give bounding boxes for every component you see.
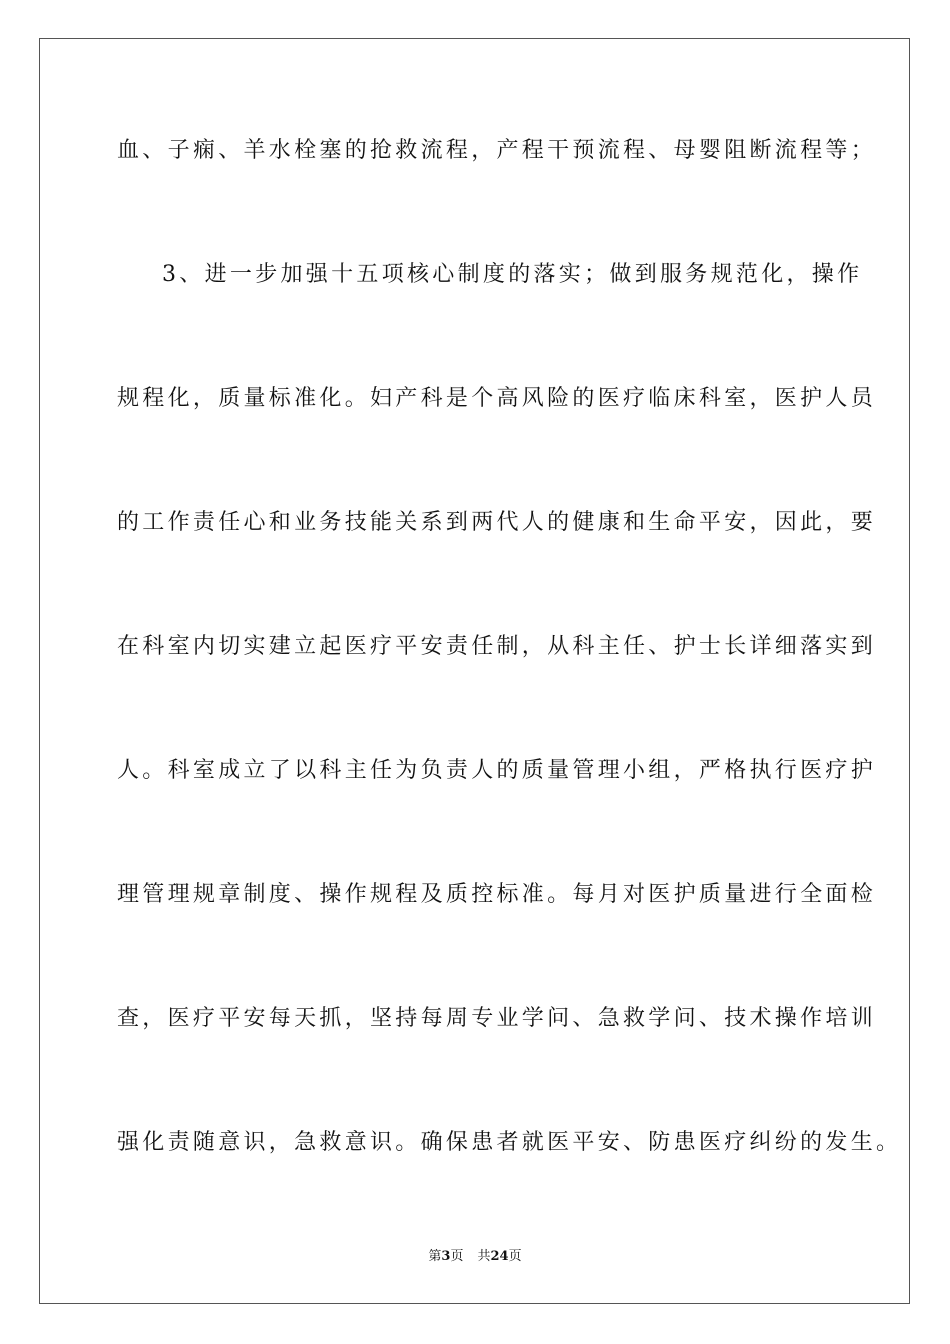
- page-footer: [0, 1248, 950, 1266]
- page-number: 3: [441, 1249, 451, 1264]
- body-line-7: 理管理规章制度、操作规程及质控标准。每月对医护质量进行全面检: [117, 882, 877, 907]
- page-prefix: 第: [428, 1249, 442, 1264]
- body-line-2: 3、进一步加强十五项核心制度的落实；做到服务规范化，操作: [162, 262, 863, 287]
- body-line-5: 在科室内切实建立起医疗平安责任制，从科主任、护士长详细落实到: [117, 634, 877, 659]
- total-prefix: 共: [477, 1249, 491, 1264]
- body-line-3: 规程化，质量标准化。妇产科是个高风险的医疗临床科室，医护人员: [117, 386, 877, 411]
- total-suffix: 页: [508, 1249, 522, 1264]
- body-line-6: 人。科室成立了以科主任为负责人的质量管理小组，严格执行医疗护: [117, 758, 877, 783]
- total-pages: 24: [490, 1249, 509, 1264]
- page-suffix: 页: [450, 1249, 464, 1264]
- body-line-9: 强化责随意识，急救意识。确保患者就医平安、防患医疗纠纷的发生。: [117, 1130, 902, 1155]
- body-line-4: 的工作责任心和业务技能关系到两代人的健康和生命平安，因此，要: [117, 510, 877, 535]
- body-line-8: 查，医疗平安每天抓，坚持每周专业学问、急救学问、技术操作培训: [117, 1006, 877, 1031]
- page-border: [39, 38, 910, 1304]
- body-line-1: 血、子痫、羊水栓塞的抢救流程，产程干预流程、母婴阻断流程等；: [117, 138, 877, 163]
